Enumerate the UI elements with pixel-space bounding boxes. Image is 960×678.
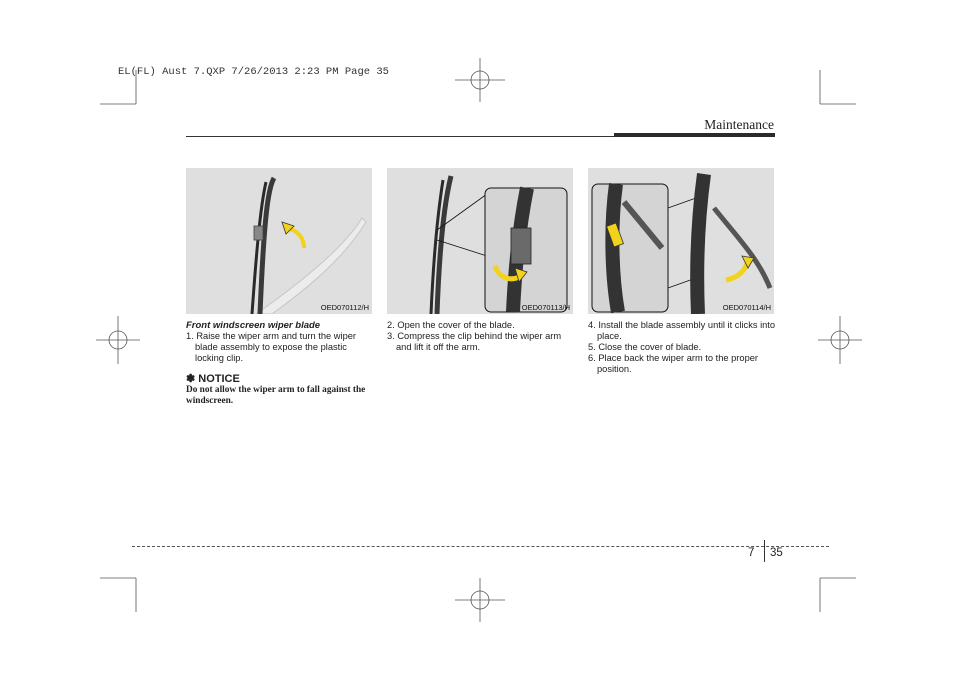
column-1	[186, 320, 372, 407]
chapter-number: 7	[748, 547, 755, 559]
section-title: Maintenance	[704, 117, 774, 132]
blade-install-illustration	[588, 168, 774, 314]
step-4: 4. Install the blade assembly until it clicks into place.	[588, 320, 776, 341]
figure-caption: OED070112/H	[320, 303, 369, 312]
notice-body: Do not allow the wiper arm to fall against the windscreen.	[186, 385, 366, 406]
figure-caption: OED070114/H	[722, 303, 771, 312]
step-6: 6. Place back the wiper arm to the proper position.	[588, 353, 759, 374]
figure-blade-cover	[387, 168, 573, 314]
page-divider	[764, 540, 765, 562]
header-rule	[186, 136, 614, 137]
step-2: 2. Open the cover of the blade.	[387, 320, 515, 330]
step-3: 3. Compress the clip behind the wiper arm and lift it off the arm.	[387, 331, 562, 352]
page-number: 35	[770, 547, 783, 559]
column-2	[387, 320, 573, 353]
blade-cover-illustration	[387, 168, 573, 314]
notice-title: ✽ NOTICE	[186, 373, 240, 385]
step-1: 1. Raise the wiper arm and turn the wiper blade assembly to expose the plastic locking clip.	[186, 331, 357, 363]
footer-rule	[132, 546, 829, 547]
step-5: 5. Close the cover of blade.	[588, 342, 702, 352]
figure-caption: OED070113/H	[521, 303, 570, 312]
procedure-heading: Front windscreen wiper blade	[186, 320, 321, 331]
figure-blade-install	[588, 168, 774, 314]
wiper-raise-illustration	[186, 168, 372, 314]
print-slug: EL(FL) Aust 7.QXP 7/26/2013 2:23 PM Page 35	[118, 66, 389, 78]
header-rule-thick	[614, 133, 775, 137]
column-3	[588, 320, 776, 375]
figure-wiper-raise	[186, 168, 372, 314]
